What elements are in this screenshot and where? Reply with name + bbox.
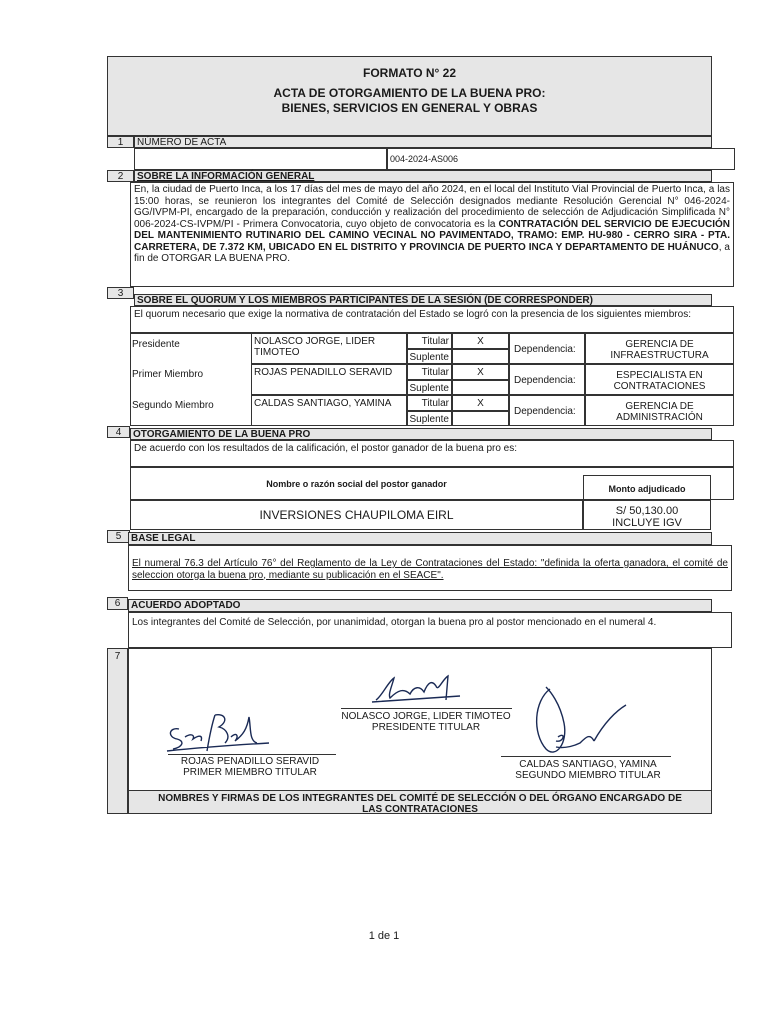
titular-label-2: Titular (407, 364, 452, 380)
winner-col-name: Nombre o razón social del postor ganador (266, 479, 447, 489)
signer-1-title: PRESIDENTE TITULAR (371, 722, 481, 733)
section-5-label: BASE LEGAL (128, 532, 712, 545)
titular-label-1: Titular (407, 333, 452, 349)
legal-basis-text: El numeral 76.3 del Artículo 76° del Reglamento de la Ley de Contrataciones del Estado: (132, 558, 541, 569)
winner-amount: S/ 50,130.00 (615, 505, 679, 517)
section-2-number: 2 (107, 170, 134, 182)
member-role-1: Presidente (132, 339, 180, 350)
signature-rojas (165, 707, 275, 757)
signature-line-3 (501, 756, 671, 757)
suplente-label-2: Suplente (407, 380, 452, 395)
general-info-text: En, la ciudad de Puerto Inca, a los 17 días del mes de mayo del año 2024, en el local del Instituto Vial Provincial de Puerto Inca, a las 15:00 horas, se reunieron los integrantes del Comité de Selección designados mediante Resolución Gerencial N° 046-2024-GG/IVPM-PI, encargado de la preparación, conducción y realización del procedimiento de selección de Adjudicación Simplificada N° 006-2024-CS-IVPM/PI - Primera Convocatoria, cuyo objeto de convocatoria es la (134, 184, 730, 230)
agreement-text: Los integrantes del Comité de Selección, por unanimidad, otorgan la buena pro al postor mencionado en el numeral 4. (128, 612, 732, 648)
title-line-1: ACTA DE OTORGAMIENTO DE LA BUENA PRO: (273, 86, 546, 100)
acta-number-value: 004-2024-AS006 (387, 148, 735, 170)
signer-3-name: CALDAS SANTIAGO, YAMINA (519, 759, 657, 770)
winner-name: INVERSIONES CHAUPILOMA EIRL (259, 508, 454, 522)
title-line-2: BIENES, SERVICIOS EN GENERAL Y OBRAS (281, 101, 538, 115)
section-7-number: 7 (107, 648, 128, 814)
section-2-label: SOBRE LA INFORMACIÓN GENERAL (134, 170, 712, 182)
page-number: 1 de 1 (368, 930, 400, 942)
suplente-mark-3 (452, 411, 509, 426)
titular-mark-3: X (452, 395, 509, 411)
signatures-footer: NOMBRES Y FIRMAS DE LOS INTEGRANTES DEL COMITÉ DE SELECCIÓN O DEL ÓRGANO ENCARGADO DE LAS CONTRATACIONES (128, 790, 712, 814)
legal-basis-quote: "definida la oferta ganadora, el comité de seleccion otorga la buena pro, mediante su publicación en el SEACE". (132, 558, 728, 581)
signature-nolasco (370, 672, 470, 708)
dependencia-label-1: Dependencia: (509, 333, 585, 364)
section-4-number: 4 (107, 426, 130, 438)
buena-pro-intro: De acuerdo con los resultados de la calificación, el postor ganador de la buena pro es: (130, 440, 734, 467)
titular-label-3: Titular (407, 395, 452, 411)
member-name-2: ROJAS PENADILLO SERAVID (251, 364, 407, 395)
section-6-label: ACUERDO ADOPTADO (128, 599, 712, 612)
winner-amount-cell (583, 500, 711, 530)
suplente-mark-1 (452, 349, 509, 364)
signature-caldas (520, 683, 630, 763)
format-number: FORMATO N° 22 (362, 66, 457, 80)
contract-object: CONTRATACIÓN DEL SERVICIO DE EJECUCIÓN DEL MANTENIMIENTO RUTINARIO DEL CAMINO VECINAL NO PAVIMENTADO, TRAMO: EMP. HU-980 - CERRO SIRA - PTA. CARRETERA, DE 7.372 KM, UBICADO EN EL DISTRITO Y PROVINCIA DE PUERTO INCA Y DEPARTAMENTO DE HUÁNUCO (134, 218, 730, 253)
signer-3-title: SEGUNDO MIEMBRO TITULAR (515, 770, 661, 781)
section-1-label: NÚMERO DE ACTA (134, 136, 712, 148)
legal-basis-paragraph (128, 545, 732, 591)
suplente-label-3: Suplente (407, 411, 452, 426)
dependencia-value-2: ESPECIALISTA EN CONTRATACIONES (585, 364, 734, 395)
member-role-2: Primer Miembro (132, 369, 204, 380)
titular-mark-2: X (452, 364, 509, 380)
section-6-number: 6 (107, 597, 128, 610)
signer-2-title: PRIMER MIEMBRO TITULAR (183, 767, 317, 778)
section-1-number: 1 (107, 136, 134, 148)
dependencia-label-3: Dependencia: (509, 395, 585, 426)
general-info-end: , a fin de OTORGAR LA BUENA PRO. (134, 241, 730, 264)
suplente-label-1: Suplente (407, 349, 452, 364)
section-4-label: OTORGAMIENTO DE LA BUENA PRO (130, 428, 712, 440)
signature-line-2 (168, 754, 336, 755)
signer-2-name: ROJAS PENADILLO SERAVID (180, 756, 320, 767)
section-3-number: 3 (107, 287, 134, 299)
document-header (107, 56, 712, 136)
suplente-mark-2 (452, 380, 509, 395)
signer-1-name: NOLASCO JORGE, LIDER TIMOTEO (341, 711, 511, 722)
general-info-paragraph (130, 182, 734, 287)
titular-mark-1: X (452, 333, 509, 349)
member-name-3: CALDAS SANTIAGO, YAMINA (251, 395, 407, 426)
section-1-blank (134, 148, 387, 170)
member-name-1: NOLASCO JORGE, LIDER TIMOTEO (251, 333, 407, 364)
dependencia-value-1: GERENCIA DE INFRAESTRUCTURA (585, 333, 734, 364)
section-3-label: SOBRE EL QUORUM Y LOS MIEMBROS PARTICIPANTES DE LA SESIÓN (DE CORRESPONDER) (134, 294, 712, 306)
section-5-number: 5 (107, 530, 130, 543)
signature-line-1 (341, 708, 512, 709)
winner-amount-note: INCLUYE IGV (612, 517, 682, 529)
dependencia-label-2: Dependencia: (509, 364, 585, 395)
member-role-3: Segundo Miembro (132, 400, 214, 411)
winner-col-amount: Monto adjudicado (583, 475, 711, 500)
quorum-intro: El quorum necesario que exige la normativa de contratación del Estado se logró con la presencia de los siguientes miembros: (130, 306, 734, 333)
dependencia-value-3: GERENCIA DE ADMINISTRACIÓN (585, 395, 734, 426)
